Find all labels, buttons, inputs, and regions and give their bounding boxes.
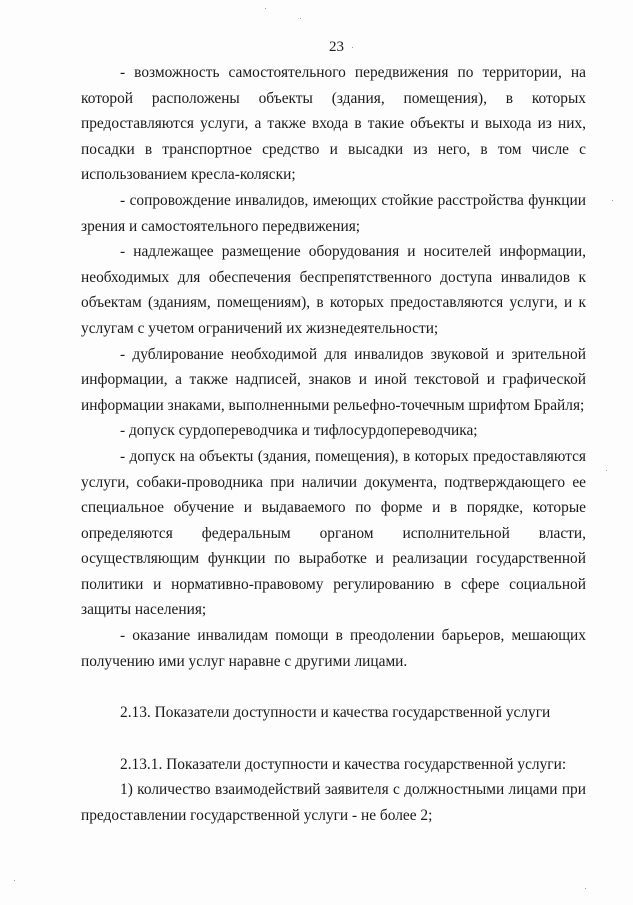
scan-speck	[606, 470, 607, 471]
scan-speck	[300, 18, 301, 19]
section-heading: 2.13. Показатели доступности и качества государственной услуги	[120, 704, 551, 722]
paragraph-information-duplication: - дублирование необходимой для инвалидов звуковой и зрительной информации, а также надписей, знаков и иной текстовой и графической информации знаками, выполненными рельефно-точечным шрифтом Брайля;	[81, 345, 586, 414]
scan-speck	[14, 880, 15, 881]
paragraph-escort: - сопровождение инвалидов, имеющих стойкие расстройства функции зрения и самостоятельного передвижения;	[81, 191, 586, 235]
paragraph-assistance: - оказание инвалидам помощи в преодолении барьеров, мешающих получению ими услуг наравне с другими лицами.	[81, 627, 586, 670]
document-body	[81, 60, 586, 829]
scan-speck	[265, 8, 266, 9]
paragraph-equipment-placement: - надлежащее размещение оборудования и носителей информации, необходимых для обеспечения беспрепятственного доступа инвалидов к объектам (зданиям, помещениям), в которых предоставляются услуги, и к услугам с учетом ограничений их жизнедеятельности;	[81, 243, 586, 337]
subsection-heading: 2.13.1. Показатели доступности и качества государственной услуги:	[120, 755, 567, 773]
list-item-interactions: 1) количество взаимодействий заявителя с должностными лицами при предоставлении государственной услуги - не более 2;	[81, 781, 586, 825]
scan-speck	[612, 200, 613, 201]
scan-speck	[585, 888, 586, 889]
page-number: 23	[329, 39, 344, 55]
paragraph-sign-interpreter: - допуск сурдопереводчика и тифлосурдопереводчика;	[120, 422, 478, 440]
scan-speck	[352, 47, 353, 48]
paragraph-guide-dog: - допуск на объекты (здания, помещения), в которых предоставляются услуги, собаки-проводника при наличии документа, подтверждающего ее специальное обучение и выдаваемого по форме и в порядке, которые определяются федеральным органом исполнительной власти, осуществляющим функции по выработке и реализации государственной политики и нормативно-правовому регулированию в сфере социальной защиты населения;	[81, 447, 586, 619]
paragraph-mobility: - возможность самостоятельного передвижения по территории, на которой расположены объекты (здания, помещения), в которых предоставляются услуги, а также входа в такие объекты и выхода из них, посадки в транспортное средство и высадки из него, в том числе с использованием кресла-коляски;	[81, 64, 586, 184]
